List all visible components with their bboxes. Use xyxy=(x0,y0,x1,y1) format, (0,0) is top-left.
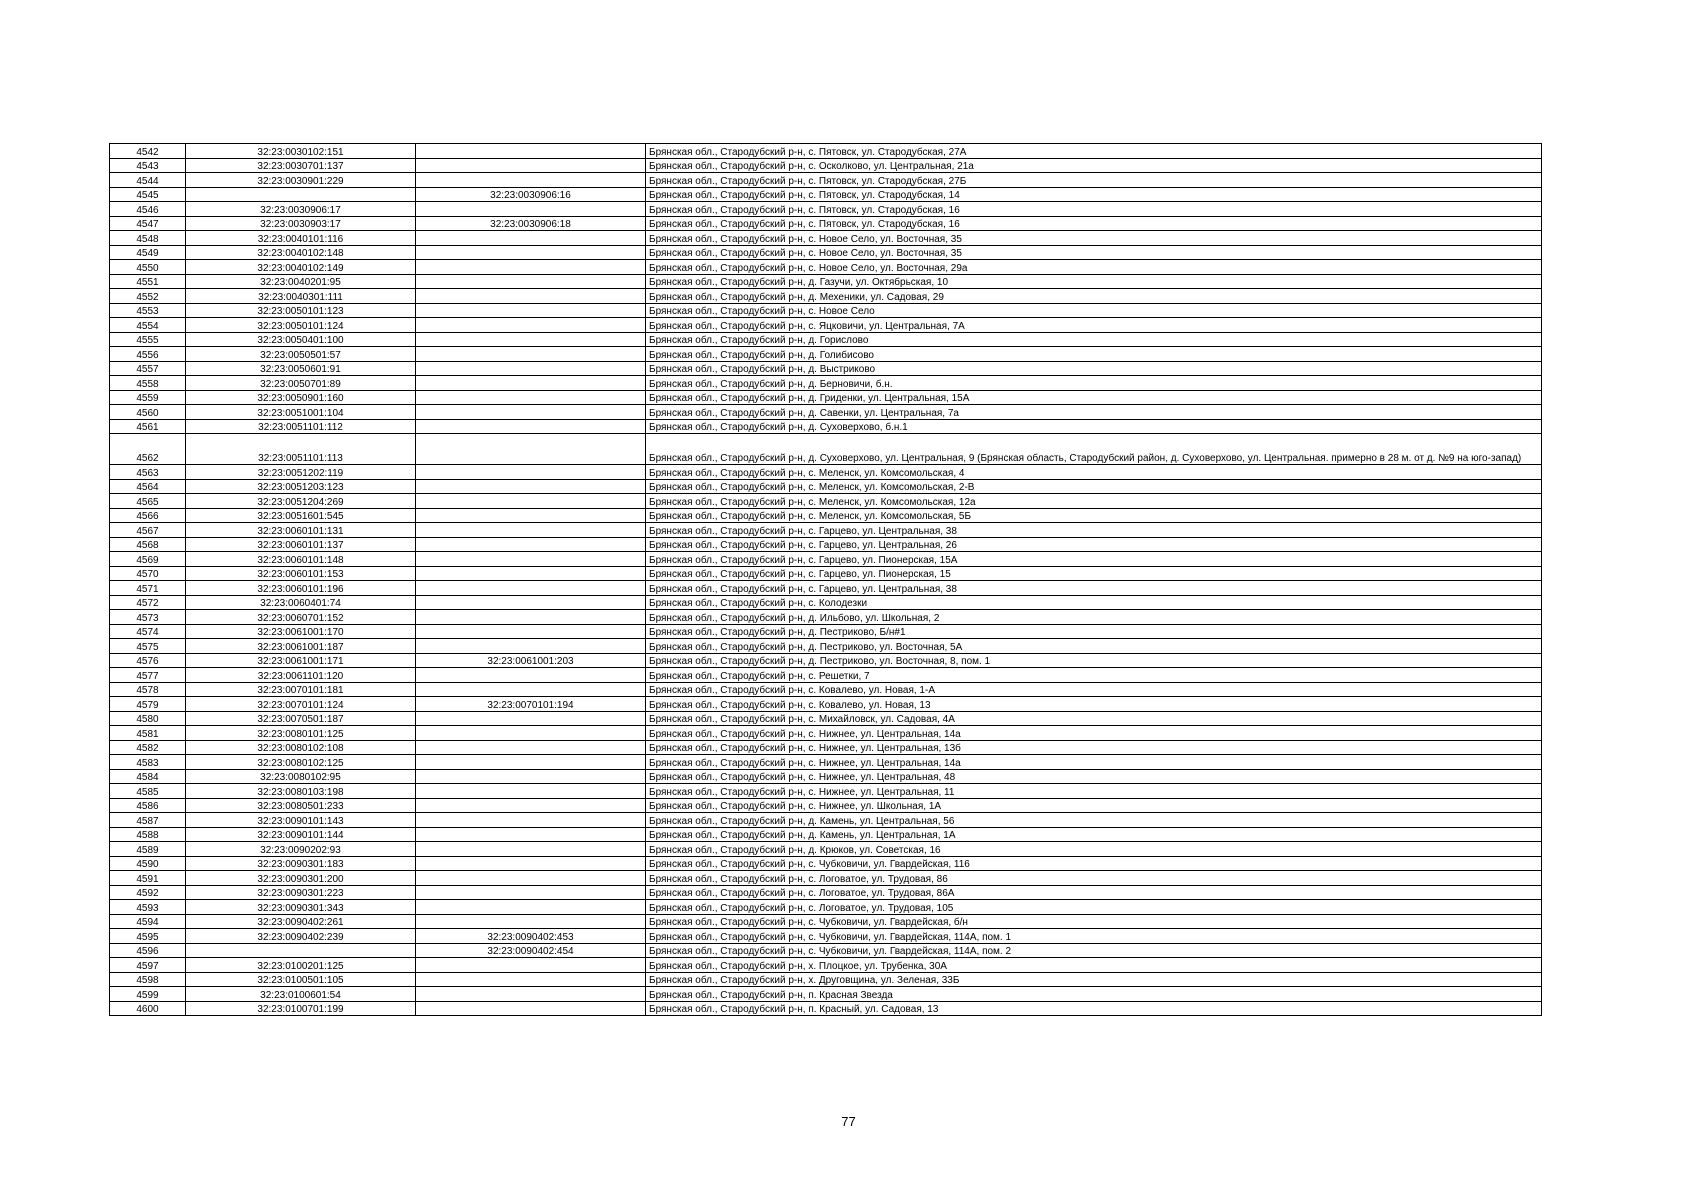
row-number-cell: 4594 xyxy=(110,914,186,929)
secondary-cadastral-number-cell xyxy=(416,245,646,260)
secondary-cadastral-number-cell xyxy=(416,361,646,376)
table-row xyxy=(110,523,1542,538)
cadastral-number-cell: 32:23:0030901:229 xyxy=(186,173,416,188)
address-cell: Брянская обл., Стародубский р-н, с. Чубковичи, ул. Гвардейская, 114А, пом. 2 xyxy=(646,943,1542,958)
table-row xyxy=(110,769,1542,784)
row-number-cell: 4593 xyxy=(110,900,186,915)
row-number-cell: 4599 xyxy=(110,987,186,1002)
secondary-cadastral-number-cell: 32:23:0070101:194 xyxy=(416,697,646,712)
page-number: 77 xyxy=(841,1114,856,1129)
address-cell: Брянская обл., Стародубский р-н, д. Савенки, ул. Центральная, 7а xyxy=(646,405,1542,420)
table-row xyxy=(110,508,1542,523)
table-row xyxy=(110,479,1542,494)
cadastral-number-cell: 32:23:0051601:545 xyxy=(186,508,416,523)
address-cell: Брянская обл., Стародубский р-н, с. Новое Село xyxy=(646,303,1542,318)
secondary-cadastral-number-cell xyxy=(416,624,646,639)
row-number-cell: 4557 xyxy=(110,361,186,376)
secondary-cadastral-number-cell: 32:23:0090402:454 xyxy=(416,943,646,958)
cadastral-number-cell: 32:23:0100701:199 xyxy=(186,1001,416,1016)
row-number-cell: 4553 xyxy=(110,303,186,318)
table-row xyxy=(110,537,1542,552)
table-row xyxy=(110,216,1542,231)
address-cell: Брянская обл., Стародубский р-н, с. Ковалево, ул. Новая, 13 xyxy=(646,697,1542,712)
cadastral-number-cell: 32:23:0080102:108 xyxy=(186,740,416,755)
table-row xyxy=(110,332,1542,347)
table-row xyxy=(110,465,1542,480)
cadastral-number-cell: 32:23:0040102:148 xyxy=(186,245,416,260)
address-cell: Брянская обл., Стародубский р-н, с. Нижнее, ул. Центральная, 14а xyxy=(646,726,1542,741)
table-row xyxy=(110,289,1542,304)
secondary-cadastral-number-cell xyxy=(416,289,646,304)
cadastral-number-cell: 32:23:0090101:143 xyxy=(186,813,416,828)
cadastral-number-cell: 32:23:0100501:105 xyxy=(186,972,416,987)
table-row xyxy=(110,929,1542,944)
address-cell: Брянская обл., Стародубский р-н, с. Нижнее, ул. Центральная, 11 xyxy=(646,784,1542,799)
cadastral-number-cell: 32:23:0070101:124 xyxy=(186,697,416,712)
row-number-cell: 4589 xyxy=(110,842,186,857)
address-cell: Брянская обл., Стародубский р-н, с. Гарцево, ул. Центральная, 38 xyxy=(646,523,1542,538)
address-cell: Брянская обл., Стародубский р-н, д. Берновичи, б.н. xyxy=(646,376,1542,391)
row-number-cell: 4600 xyxy=(110,1001,186,1016)
secondary-cadastral-number-cell xyxy=(416,274,646,289)
address-cell: Брянская обл., Стародубский р-н, с. Новое Село, ул. Восточная, 35 xyxy=(646,231,1542,246)
table-row xyxy=(110,260,1542,275)
table-row xyxy=(110,566,1542,581)
table-row xyxy=(110,187,1542,202)
cadastral-number-cell: 32:23:0051203:123 xyxy=(186,479,416,494)
address-cell: Брянская обл., Стародубский р-н, д. Суховерхово, б.н.1 xyxy=(646,419,1542,434)
address-cell: Брянская обл., Стародубский р-н, с. Чубковичи, ул. Гвардейская, 114А, пом. 1 xyxy=(646,929,1542,944)
cadastral-number-cell: 32:23:0090301:183 xyxy=(186,856,416,871)
address-cell: Брянская обл., Стародубский р-н, с. Гарцево, ул. Центральная, 26 xyxy=(646,537,1542,552)
table-row xyxy=(110,784,1542,799)
table-row xyxy=(110,711,1542,726)
row-number-cell: 4595 xyxy=(110,929,186,944)
row-number-cell: 4569 xyxy=(110,552,186,567)
row-number-cell: 4588 xyxy=(110,827,186,842)
row-number-cell: 4598 xyxy=(110,972,186,987)
address-cell: Брянская обл., Стародубский р-н, с. Нижнее, ул. Школьная, 1А xyxy=(646,798,1542,813)
row-number-cell: 4574 xyxy=(110,624,186,639)
cadastral-number-cell: 32:23:0080102:95 xyxy=(186,769,416,784)
cadastral-number-cell: 32:23:0040201:95 xyxy=(186,274,416,289)
address-cell: Брянская обл., Стародубский р-н, с. Нижнее, ул. Центральная, 48 xyxy=(646,769,1542,784)
address-cell: Брянская обл., Стародубский р-н, х. Друговщина, ул. Зеленая, 33Б xyxy=(646,972,1542,987)
address-cell: Брянская обл., Стародубский р-н, с. Пятовск, ул. Стародубская, 14 xyxy=(646,187,1542,202)
address-cell: Брянская обл., Стародубский р-н, с. Нижнее, ул. Центральная, 14а xyxy=(646,755,1542,770)
row-number-cell: 4581 xyxy=(110,726,186,741)
row-number-cell: 4596 xyxy=(110,943,186,958)
address-cell: Брянская обл., Стародубский р-н, х. Плоцкое, ул. Трубенка, 30А xyxy=(646,958,1542,973)
secondary-cadastral-number-cell xyxy=(416,813,646,828)
table-row xyxy=(110,639,1542,654)
secondary-cadastral-number-cell xyxy=(416,465,646,480)
table-row xyxy=(110,624,1542,639)
row-number-cell: 4582 xyxy=(110,740,186,755)
table-row xyxy=(110,972,1542,987)
address-cell: Брянская обл., Стародубский р-н, с. Логоватое, ул. Трудовая, 86А xyxy=(646,885,1542,900)
table-row xyxy=(110,798,1542,813)
secondary-cadastral-number-cell xyxy=(416,755,646,770)
table-row xyxy=(110,274,1542,289)
row-number-cell: 4566 xyxy=(110,508,186,523)
secondary-cadastral-number-cell xyxy=(416,202,646,217)
address-cell: Брянская обл., Стародубский р-н, п. Красная Звезда xyxy=(646,987,1542,1002)
cadastral-number-cell: 32:23:0080102:125 xyxy=(186,755,416,770)
row-number-cell: 4590 xyxy=(110,856,186,871)
secondary-cadastral-number-cell xyxy=(416,347,646,362)
secondary-cadastral-number-cell xyxy=(416,610,646,625)
address-cell: Брянская обл., Стародубский р-н, с. Пятовск, ул. Стародубская, 16 xyxy=(646,202,1542,217)
row-number-cell: 4568 xyxy=(110,537,186,552)
table-row xyxy=(110,813,1542,828)
address-cell: Брянская обл., Стародубский р-н, с. Гарцево, ул. Пионерская, 15 xyxy=(646,566,1542,581)
row-number-cell: 4542 xyxy=(110,144,186,159)
row-number-cell: 4578 xyxy=(110,682,186,697)
row-number-cell: 4585 xyxy=(110,784,186,799)
cadastral-number-cell: 32:23:0061001:171 xyxy=(186,653,416,668)
table-row xyxy=(110,318,1542,333)
secondary-cadastral-number-cell xyxy=(416,173,646,188)
table-row xyxy=(110,419,1542,434)
secondary-cadastral-number-cell xyxy=(416,740,646,755)
secondary-cadastral-number-cell xyxy=(416,390,646,405)
table-row xyxy=(110,347,1542,362)
row-number-cell: 4558 xyxy=(110,376,186,391)
cadastral-number-cell: 32:23:0060101:148 xyxy=(186,552,416,567)
cadastral-number-cell: 32:23:0030906:17 xyxy=(186,202,416,217)
cadastral-number-cell xyxy=(186,187,416,202)
secondary-cadastral-number-cell xyxy=(416,871,646,886)
secondary-cadastral-number-cell xyxy=(416,958,646,973)
address-cell: Брянская обл., Стародубский р-н, с. Чубковичи, ул. Гвардейская, б/н xyxy=(646,914,1542,929)
table-row xyxy=(110,595,1542,610)
row-number-cell: 4591 xyxy=(110,871,186,886)
address-cell: Брянская обл., Стародубский р-н, д. Крюков, ул. Советская, 16 xyxy=(646,842,1542,857)
secondary-cadastral-number-cell xyxy=(416,479,646,494)
secondary-cadastral-number-cell xyxy=(416,769,646,784)
cadastral-number-cell xyxy=(186,943,416,958)
secondary-cadastral-number-cell xyxy=(416,900,646,915)
table-row xyxy=(110,144,1542,159)
cadastral-number-cell: 32:23:0030701:137 xyxy=(186,158,416,173)
cadastral-number-cell: 32:23:0060101:153 xyxy=(186,566,416,581)
cadastral-number-cell: 32:23:0050401:100 xyxy=(186,332,416,347)
row-number-cell: 4546 xyxy=(110,202,186,217)
row-number-cell: 4597 xyxy=(110,958,186,973)
address-cell: Брянская обл., Стародубский р-н, с. Колодезки xyxy=(646,595,1542,610)
address-cell: Брянская обл., Стародубский р-н, д. Горислово xyxy=(646,332,1542,347)
table-row xyxy=(110,303,1542,318)
secondary-cadastral-number-cell xyxy=(416,523,646,538)
cadastral-number-cell: 32:23:0070501:187 xyxy=(186,711,416,726)
secondary-cadastral-number-cell xyxy=(416,1001,646,1016)
table-row xyxy=(110,581,1542,596)
cadastral-number-cell: 32:23:0060701:152 xyxy=(186,610,416,625)
secondary-cadastral-number-cell xyxy=(416,318,646,333)
table-row xyxy=(110,390,1542,405)
row-number-cell: 4567 xyxy=(110,523,186,538)
cadastral-number-cell: 32:23:0061101:120 xyxy=(186,668,416,683)
table-row xyxy=(110,361,1542,376)
cadastral-number-cell: 32:23:0051101:112 xyxy=(186,419,416,434)
address-cell: Брянская обл., Стародубский р-н, с. Нижнее, ул. Центральная, 13б xyxy=(646,740,1542,755)
table-row xyxy=(110,158,1542,173)
secondary-cadastral-number-cell xyxy=(416,827,646,842)
secondary-cadastral-number-cell xyxy=(416,376,646,391)
address-cell: Брянская обл., Стародубский р-н, д. Ильбово, ул. Школьная, 2 xyxy=(646,610,1542,625)
secondary-cadastral-number-cell xyxy=(416,914,646,929)
row-number-cell: 4572 xyxy=(110,595,186,610)
table-row xyxy=(110,755,1542,770)
row-number-cell: 4544 xyxy=(110,173,186,188)
property-table xyxy=(109,143,1542,1016)
row-number-cell: 4560 xyxy=(110,405,186,420)
row-number-cell: 4549 xyxy=(110,245,186,260)
row-number-cell: 4584 xyxy=(110,769,186,784)
address-cell: Брянская обл., Стародубский р-н, с. Логоватое, ул. Трудовая, 105 xyxy=(646,900,1542,915)
cadastral-number-cell: 32:23:0040301:111 xyxy=(186,289,416,304)
secondary-cadastral-number-cell: 32:23:0090402:453 xyxy=(416,929,646,944)
row-number-cell: 4561 xyxy=(110,419,186,434)
secondary-cadastral-number-cell xyxy=(416,842,646,857)
secondary-cadastral-number-cell xyxy=(416,987,646,1002)
row-number-cell: 4564 xyxy=(110,479,186,494)
table-row xyxy=(110,552,1542,567)
secondary-cadastral-number-cell xyxy=(416,434,646,465)
secondary-cadastral-number-cell xyxy=(416,726,646,741)
secondary-cadastral-number-cell xyxy=(416,303,646,318)
address-cell: Брянская обл., Стародубский р-н, с. Пятовск, ул. Стародубская, 27Б xyxy=(646,173,1542,188)
cadastral-number-cell: 32:23:0060101:137 xyxy=(186,537,416,552)
secondary-cadastral-number-cell: 32:23:0030906:16 xyxy=(416,187,646,202)
table-row xyxy=(110,885,1542,900)
row-number-cell: 4551 xyxy=(110,274,186,289)
secondary-cadastral-number-cell xyxy=(416,798,646,813)
cadastral-number-cell: 32:23:0090301:200 xyxy=(186,871,416,886)
secondary-cadastral-number-cell xyxy=(416,639,646,654)
row-number-cell: 4571 xyxy=(110,581,186,596)
secondary-cadastral-number-cell xyxy=(416,537,646,552)
address-cell: Брянская обл., Стародубский р-н, с. Пятовск, ул. Стародубская, 16 xyxy=(646,216,1542,231)
table-row xyxy=(110,987,1542,1002)
cadastral-number-cell: 32:23:0090301:343 xyxy=(186,900,416,915)
cadastral-number-cell: 32:23:0030903:17 xyxy=(186,216,416,231)
table-row xyxy=(110,610,1542,625)
row-number-cell: 4559 xyxy=(110,390,186,405)
address-cell: Брянская обл., Стародубский р-н, п. Красный, ул. Садовая, 13 xyxy=(646,1001,1542,1016)
secondary-cadastral-number-cell: 32:23:0061001:203 xyxy=(416,653,646,668)
address-cell: Брянская обл., Стародубский р-н, д. Пестриково, ул. Восточная, 8, пом. 1 xyxy=(646,653,1542,668)
table-row xyxy=(110,376,1542,391)
table-row xyxy=(110,202,1542,217)
cadastral-number-cell: 32:23:0080501:233 xyxy=(186,798,416,813)
secondary-cadastral-number-cell xyxy=(416,405,646,420)
row-number-cell: 4547 xyxy=(110,216,186,231)
cadastral-number-cell: 32:23:0080103:198 xyxy=(186,784,416,799)
table-row xyxy=(110,900,1542,915)
cadastral-number-cell: 32:23:0090402:261 xyxy=(186,914,416,929)
table-row xyxy=(110,173,1542,188)
address-cell: Брянская обл., Стародубский р-н, с. Ковалево, ул. Новая, 1-А xyxy=(646,682,1542,697)
table-row xyxy=(110,231,1542,246)
cadastral-number-cell: 32:23:0050701:89 xyxy=(186,376,416,391)
secondary-cadastral-number-cell: 32:23:0030906:18 xyxy=(416,216,646,231)
table-row xyxy=(110,958,1542,973)
address-cell: Брянская обл., Стародубский р-н, д. Газучи, ул. Октябрьская, 10 xyxy=(646,274,1542,289)
table-row xyxy=(110,871,1542,886)
cadastral-number-cell: 32:23:0051001:104 xyxy=(186,405,416,420)
cadastral-number-cell: 32:23:0090402:239 xyxy=(186,929,416,944)
table-row xyxy=(110,682,1542,697)
row-number-cell: 4543 xyxy=(110,158,186,173)
row-number-cell: 4583 xyxy=(110,755,186,770)
cadastral-number-cell: 32:23:0040101:116 xyxy=(186,231,416,246)
cadastral-number-cell: 32:23:0090202:93 xyxy=(186,842,416,857)
secondary-cadastral-number-cell xyxy=(416,885,646,900)
table-body xyxy=(110,144,1542,1016)
row-number-cell: 4563 xyxy=(110,465,186,480)
row-number-cell: 4576 xyxy=(110,653,186,668)
cadastral-number-cell: 32:23:0051101:113 xyxy=(186,434,416,465)
address-cell: Брянская обл., Стародубский р-н, д. Камень, ул. Центральная, 56 xyxy=(646,813,1542,828)
secondary-cadastral-number-cell xyxy=(416,144,646,159)
address-cell: Брянская обл., Стародубский р-н, с. Гарцево, ул. Центральная, 38 xyxy=(646,581,1542,596)
address-cell: Брянская обл., Стародубский р-н, с. Новое Село, ул. Восточная, 29а xyxy=(646,260,1542,275)
table-row xyxy=(110,245,1542,260)
address-cell: Брянская обл., Стародубский р-н, с. Решетки, 7 xyxy=(646,668,1542,683)
cadastral-number-cell: 32:23:0070101:181 xyxy=(186,682,416,697)
row-number-cell: 4570 xyxy=(110,566,186,581)
address-cell: Брянская обл., Стародубский р-н, д. Суховерхово, ул. Центральная, 9 (Брянская область, Стародубский район, д. Суховерхово, ул. Центральная. примерно в 28 м. от д. №9 на юго-запад) xyxy=(646,434,1542,465)
address-cell: Брянская обл., Стародубский р-н, д. Голибисово xyxy=(646,347,1542,362)
address-cell: Брянская обл., Стародубский р-н, с. Гарцево, ул. Пионерская, 15А xyxy=(646,552,1542,567)
address-cell: Брянская обл., Стародубский р-н, с. Новое Село, ул. Восточная, 35 xyxy=(646,245,1542,260)
secondary-cadastral-number-cell xyxy=(416,682,646,697)
cadastral-number-cell: 32:23:0050601:91 xyxy=(186,361,416,376)
address-cell: Брянская обл., Стародубский р-н, с. Меленск, ул. Комсомольская, 2-В xyxy=(646,479,1542,494)
secondary-cadastral-number-cell xyxy=(416,552,646,567)
row-number-cell: 4556 xyxy=(110,347,186,362)
cadastral-number-cell: 32:23:0090101:144 xyxy=(186,827,416,842)
table-row xyxy=(110,668,1542,683)
row-number-cell: 4575 xyxy=(110,639,186,654)
address-cell: Брянская обл., Стародубский р-н, с. Чубковичи, ул. Гвардейская, 116 xyxy=(646,856,1542,871)
secondary-cadastral-number-cell xyxy=(416,711,646,726)
row-number-cell: 4550 xyxy=(110,260,186,275)
row-number-cell: 4579 xyxy=(110,697,186,712)
address-cell: Брянская обл., Стародубский р-н, с. Меленск, ул. Комсомольская, 12а xyxy=(646,494,1542,509)
secondary-cadastral-number-cell xyxy=(416,231,646,246)
table-row xyxy=(110,740,1542,755)
cadastral-number-cell: 32:23:0051202:119 xyxy=(186,465,416,480)
table-row xyxy=(110,827,1542,842)
cadastral-number-cell: 32:23:0061001:187 xyxy=(186,639,416,654)
address-cell: Брянская обл., Стародубский р-н, с. Меленск, ул. Комсомольская, 4 xyxy=(646,465,1542,480)
address-cell: Брянская обл., Стародубский р-н, с. Меленск, ул. Комсомольская, 5Б xyxy=(646,508,1542,523)
address-cell: Брянская обл., Стародубский р-н, с. Логоватое, ул. Трудовая, 86 xyxy=(646,871,1542,886)
table-row xyxy=(110,653,1542,668)
row-number-cell: 4565 xyxy=(110,494,186,509)
table-row xyxy=(110,842,1542,857)
table-row xyxy=(110,856,1542,871)
secondary-cadastral-number-cell xyxy=(416,508,646,523)
secondary-cadastral-number-cell xyxy=(416,581,646,596)
address-cell: Брянская обл., Стародубский р-н, с. Михайловск, ул. Садовая, 4А xyxy=(646,711,1542,726)
cadastral-number-cell: 32:23:0040102:149 xyxy=(186,260,416,275)
address-cell: Брянская обл., Стародубский р-н, д. Пестриково, Б/н#1 xyxy=(646,624,1542,639)
cadastral-number-cell: 32:23:0100601:54 xyxy=(186,987,416,1002)
secondary-cadastral-number-cell xyxy=(416,856,646,871)
cadastral-number-cell: 32:23:0051204:269 xyxy=(186,494,416,509)
secondary-cadastral-number-cell xyxy=(416,494,646,509)
secondary-cadastral-number-cell xyxy=(416,332,646,347)
table-row xyxy=(110,1001,1542,1016)
table-row xyxy=(110,494,1542,509)
cadastral-number-cell: 32:23:0030102:151 xyxy=(186,144,416,159)
cadastral-number-cell: 32:23:0090301:223 xyxy=(186,885,416,900)
row-number-cell: 4554 xyxy=(110,318,186,333)
cadastral-number-cell: 32:23:0080101:125 xyxy=(186,726,416,741)
address-cell: Брянская обл., Стародубский р-н, д. Пестриково, ул. Восточная, 5А xyxy=(646,639,1542,654)
cadastral-number-cell: 32:23:0060401:74 xyxy=(186,595,416,610)
row-number-cell: 4580 xyxy=(110,711,186,726)
address-cell: Брянская обл., Стародубский р-н, с. Пятовск, ул. Стародубская, 27А xyxy=(646,144,1542,159)
table-row xyxy=(110,914,1542,929)
cadastral-number-cell: 32:23:0061001:170 xyxy=(186,624,416,639)
cadastral-number-cell: 32:23:0050501:57 xyxy=(186,347,416,362)
address-cell: Брянская обл., Стародубский р-н, д. Гриденки, ул. Центральная, 15А xyxy=(646,390,1542,405)
table-row xyxy=(110,405,1542,420)
row-number-cell: 4562 xyxy=(110,434,186,465)
secondary-cadastral-number-cell xyxy=(416,668,646,683)
secondary-cadastral-number-cell xyxy=(416,158,646,173)
cadastral-number-cell: 32:23:0060101:196 xyxy=(186,581,416,596)
table-row xyxy=(110,697,1542,712)
address-cell: Брянская обл., Стародубский р-н, д. Выстриково xyxy=(646,361,1542,376)
cadastral-number-cell: 32:23:0100201:125 xyxy=(186,958,416,973)
secondary-cadastral-number-cell xyxy=(416,566,646,581)
address-cell: Брянская обл., Стародубский р-н, с. Осколково, ул. Центральная, 21а xyxy=(646,158,1542,173)
address-cell: Брянская обл., Стародубский р-н, д. Мехеники, ул. Садовая, 29 xyxy=(646,289,1542,304)
secondary-cadastral-number-cell xyxy=(416,972,646,987)
table-row xyxy=(110,943,1542,958)
table-row xyxy=(110,434,1542,465)
cadastral-number-cell: 32:23:0050101:124 xyxy=(186,318,416,333)
secondary-cadastral-number-cell xyxy=(416,784,646,799)
cadastral-number-cell: 32:23:0050101:123 xyxy=(186,303,416,318)
cadastral-number-cell: 32:23:0050901:160 xyxy=(186,390,416,405)
row-number-cell: 4587 xyxy=(110,813,186,828)
secondary-cadastral-number-cell xyxy=(416,419,646,434)
table-row xyxy=(110,726,1542,741)
secondary-cadastral-number-cell xyxy=(416,260,646,275)
cadastral-number-cell: 32:23:0060101:131 xyxy=(186,523,416,538)
row-number-cell: 4573 xyxy=(110,610,186,625)
address-cell: Брянская обл., Стародубский р-н, д. Камень, ул. Центральная, 1А xyxy=(646,827,1542,842)
row-number-cell: 4552 xyxy=(110,289,186,304)
row-number-cell: 4545 xyxy=(110,187,186,202)
row-number-cell: 4577 xyxy=(110,668,186,683)
secondary-cadastral-number-cell xyxy=(416,595,646,610)
row-number-cell: 4586 xyxy=(110,798,186,813)
row-number-cell: 4548 xyxy=(110,231,186,246)
address-cell: Брянская обл., Стародубский р-н, с. Яцковичи, ул. Центральная, 7А xyxy=(646,318,1542,333)
row-number-cell: 4555 xyxy=(110,332,186,347)
row-number-cell: 4592 xyxy=(110,885,186,900)
